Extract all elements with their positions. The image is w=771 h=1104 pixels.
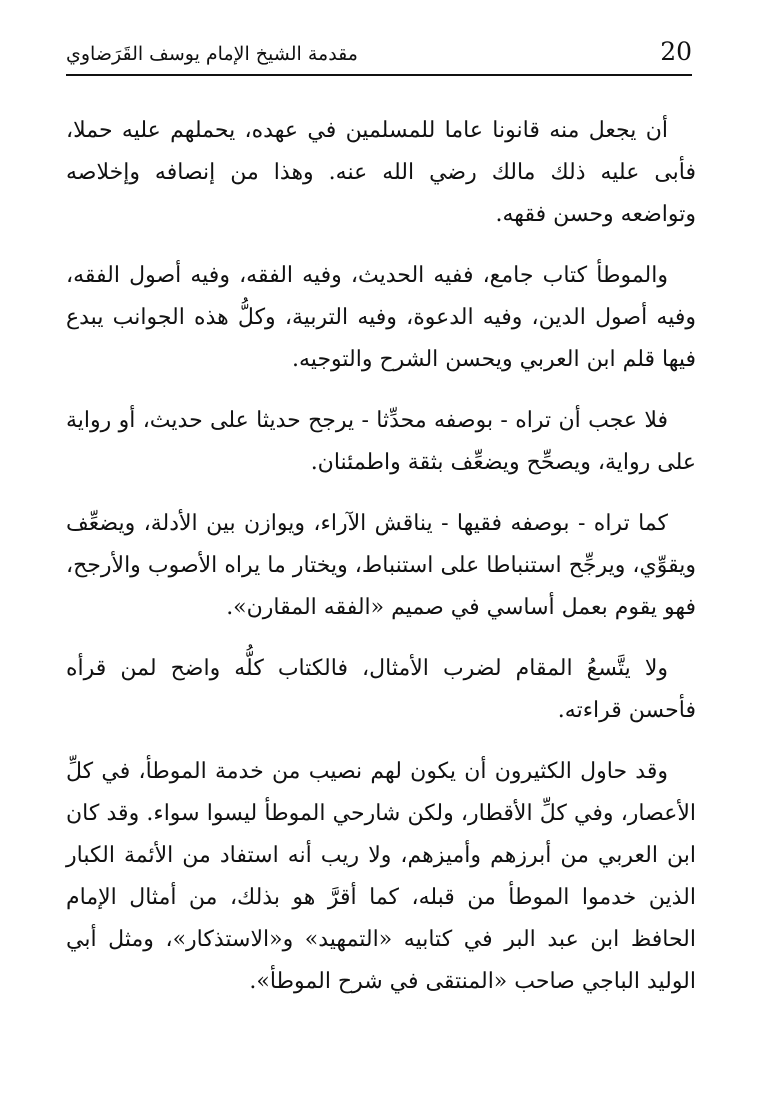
running-title: مقدمة الشيخ الإمام يوسف القَرَضاوي	[66, 43, 358, 65]
header-rule	[66, 74, 692, 76]
paragraph-2: والموطأ كتاب جامع، ففيه الحديث، وفيه الفقه، وفيه أصول الفقه، وفيه أصول الدين، وفيه الدعوة، وفيه التربية، وكلُّ هذه الجوانب يبدع فيها قلم ابن العربي ويحسن الشرح والتوجيه.	[66, 263, 696, 372]
page-body	[66, 110, 696, 1022]
page-number: 20	[660, 37, 692, 66]
paragraph-4: كما تراه - بوصفه فقيها - يناقش الآراء، ويوازن بين الأدلة، ويضعِّف ويقوِّي، ويرجِّح استنباطا على استنباط، ويختار ما يراه الأصوب والأرجح، فهو يقوم بعمل أساسي في صميم «الفقه المقارن».	[66, 511, 696, 620]
page-header	[66, 36, 692, 76]
paragraph-3: فلا عجب أن تراه - بوصفه محدِّثا - يرجح حديثا على حديث، أو رواية على رواية، ويصحِّح ويضعِّف بثقة واطمئنان.	[66, 408, 696, 475]
paragraph-1: أن يجعل منه قانونا عاما للمسلمين في عهده، يحملهم عليه حملا، فأبى عليه ذلك مالك رضي الله عنه. وهذا من إنصافه وإخلاصه وتواضعه وحسن فقهه.	[66, 118, 696, 227]
paragraph-6: وقد حاول الكثيرون أن يكون لهم نصيب من خدمة الموطأ، في كلِّ الأعصار، وفي كلِّ الأقطار، ولكن شارحي الموطأ ليسوا سواء. وقد كان ابن العربي من أبرزهم وأميزهم، ولا ريب أنه استفاد من الأئمة الكبار الذين خدموا الموطأ من قبله، كما أقرَّ هو بذلك، من أمثال الإمام الحافظ ابن عبد البر في كتابيه «التمهيد» و«الاستذكار»، ومثل أبي الوليد الباجي صاحب «المنتقى في شرح الموطأ».	[66, 759, 696, 994]
paragraph-5: ولا يتَّسعُ المقام لضرب الأمثال، فالكتاب كلُّه واضح لمن قرأه فأحسن قراءته.	[66, 656, 696, 723]
